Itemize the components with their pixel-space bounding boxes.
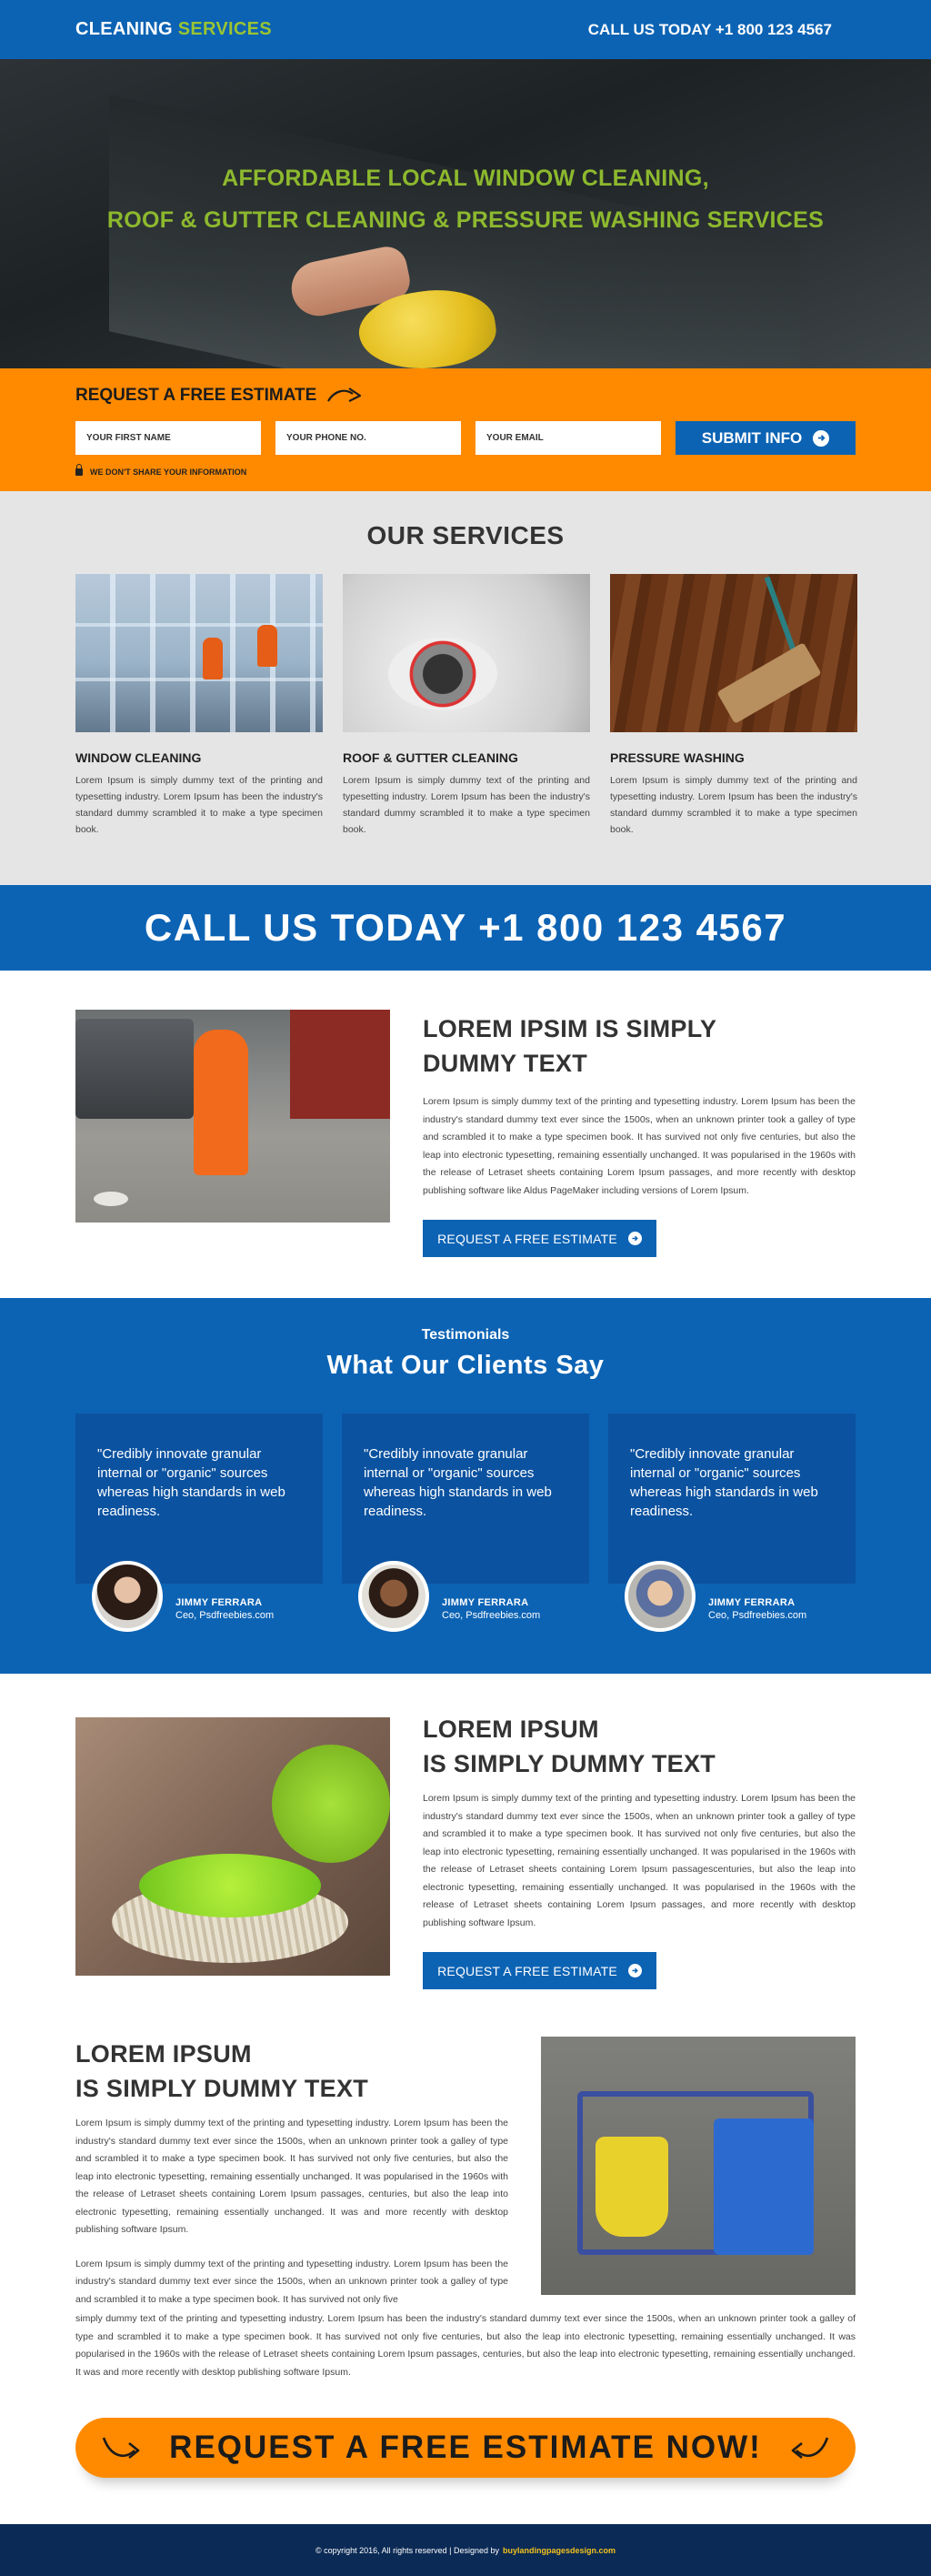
- person-name: JIMMY FERRARA: [175, 1597, 263, 1608]
- testimonials-grid: [0, 1414, 931, 1632]
- about-title-2: [423, 1712, 856, 1781]
- about-content-2: [423, 1717, 856, 1989]
- testimonials-section: [0, 1298, 931, 1674]
- about-image-cleaning-cart: [541, 2037, 856, 2295]
- about-text-3c: simply dummy text of the printing and typesetting industry. Lorem Ipsum has been the industry's standard dummy text ever since the 1500s, when an unknown printer took a galley of type and scrambled it to make a type specimen book. It has survived not only five centuries, but also the leap into electronic typesetting, remaining essentially unchanged. It was popularised in the 1960s with the release of Letraset sheets containing Lorem Ipsum passages, centuries, but also the leap into electronic typesetting, remaining essentially unchanged. It was and more recently with desktop publishing software Ipsum.: [75, 2313, 856, 2378]
- request-estimate-label: REQUEST A FREE ESTIMATE: [437, 1231, 617, 1246]
- about-content-3: [75, 2037, 508, 2309]
- service-image-pressure-washing: [610, 574, 857, 732]
- header-phone[interactable]: CALL US TODAY +1 800 123 4567: [587, 20, 832, 38]
- truck-shape: [75, 1019, 194, 1119]
- testimonial-card: [608, 1414, 856, 1632]
- about-text-1: Lorem Ipsum is simply dummy text of the printing and typesetting industry. Lorem Ipsum has been the industry's standard dummy text ever since the 1500s, when an unknown printer took a galley of type and scrambled it to make a type specimen book. It has survived not only five centuries, but also the leap into electronic typesetting, remaining essentially unchanged. It was popularised in the 1960s with the release of Letraset sheets containing Lorem Ipsum passages, and more recently with desktop publishing software like Aldus PageMaker including versions of Lorem Ipsum.: [423, 1096, 856, 1196]
- arrow-right-icon: [628, 1232, 642, 1245]
- testimonial-person: [608, 1561, 856, 1632]
- service-name: WINDOW CLEANING: [75, 750, 202, 765]
- testimonial-quote: "Credibly innovate granular internal or "organic" sources whereas high standards in web readiness.: [608, 1414, 856, 1584]
- footer-designer-link[interactable]: buylandingpagesdesign.com: [503, 2545, 616, 2555]
- person-info: [708, 1597, 806, 1621]
- about-section-1: [0, 1010, 931, 1257]
- about-title-2-line1: LOREM IPSUM: [423, 1716, 599, 1743]
- cta-wrapper: [0, 2418, 931, 2478]
- about-content-1: [423, 1010, 856, 1257]
- service-image-window-cleaning: [75, 574, 323, 732]
- estimate-form: [75, 421, 856, 455]
- worker-figure: [257, 625, 277, 667]
- about-title-1-line2: DUMMY TEXT: [423, 1050, 588, 1077]
- service-card-pressure-washing: [610, 574, 857, 838]
- about-text-3b: Lorem Ipsum is simply dummy text of the printing and typesetting industry. Lorem Ipsum has been the industry's standard dummy text ever since the 1500s, when an unknown printer took a galley of type and scrambled it to make a type specimen book. It has survived not only five: [75, 2258, 508, 2305]
- submit-info-label: SUBMIT INFO: [701, 428, 803, 447]
- cart-bag-shape: [596, 2137, 668, 2237]
- service-card-roof-gutter: [343, 574, 590, 838]
- about-text-2: Lorem Ipsum is simply dummy text of the printing and typesetting industry. Lorem Ipsum has been the industry's standard dummy text ever since the 1500s, when an unknown printer took a galley of type and scrambled it to make a type specimen book. It has survived not only five centuries, but also the leap into electronic typesetting, remaining essentially unchanged. It was popularised in the 1960s with the release of Letraset sheets containing Lorem Ipsum passagescenturies, but also the leap into electronic typesetting, remaining essentially unchanged. It was popularised in the 1960s with the release of Letraset sheets containing Lorem Ipsum passages, and more recently with desktop publishing software Ipsum.: [423, 1793, 856, 1928]
- site-header: [0, 0, 931, 59]
- avatar: [92, 1561, 163, 1632]
- logo-accent: SERVICES: [177, 19, 272, 39]
- logo[interactable]: [75, 19, 272, 40]
- logo-primary: CLEANING: [75, 19, 173, 39]
- about-section-2: [0, 1717, 931, 1989]
- services-title: OUR SERVICES: [366, 521, 565, 549]
- lock-icon: [75, 468, 83, 476]
- cart-bin-shape: [714, 2118, 814, 2255]
- cta-label: REQUEST A FREE ESTIMATE NOW!: [169, 2430, 762, 2465]
- about-title-1: [423, 1011, 856, 1081]
- email-input[interactable]: [476, 421, 661, 455]
- call-us-text[interactable]: CALL US TODAY +1 800 123 4567: [144, 906, 787, 949]
- person-info: [442, 1597, 540, 1621]
- scrubber-shape: [272, 1745, 390, 1863]
- testimonial-person: [342, 1561, 589, 1632]
- avatar: [625, 1561, 696, 1632]
- about-title-2-line2: IS SIMPLY DUMMY TEXT: [423, 1750, 716, 1777]
- worker-figure: [203, 638, 223, 679]
- hero-banner: [0, 59, 931, 368]
- seagull-shape: [94, 1192, 128, 1206]
- person-role: Ceo, Psdfreebies.com: [708, 1610, 807, 1621]
- privacy-note: [75, 468, 856, 477]
- about-title-3: [75, 2037, 508, 2106]
- about-title-3-line2: IS SIMPLY DUMMY TEXT: [75, 2075, 369, 2102]
- about-title-1-line1: LOREM IPSIM IS SIMPLY: [423, 1015, 717, 1042]
- arrow-right-icon: [813, 430, 829, 447]
- site-footer: [0, 2524, 931, 2576]
- red-vehicle-shape: [290, 1010, 390, 1119]
- person-role: Ceo, Psdfreebies.com: [442, 1610, 541, 1621]
- request-estimate-button[interactable]: [423, 1952, 656, 1989]
- arrow-right-icon: [628, 1964, 642, 1977]
- hero-title: [0, 157, 931, 241]
- call-us-band: [0, 885, 931, 971]
- about-text-3a: Lorem Ipsum is simply dummy text of the printing and typesetting industry. Lorem Ipsum has been the industry's standard dummy text ever since the 1500s, when an unknown printer took a galley of type and scrambled it to make a type specimen book. It has survived not only five centuries, but also the leap into electronic typesetting, remaining essentially unchanged. It was popularised in the 1960s with the release of Letraset sheets containing Lorem Ipsum passages, centuries, but also the leap into electronic typesetting, remaining essentially unchanged. It was and more recently with desktop publishing software Ipsum.: [75, 2118, 508, 2235]
- avatar: [358, 1561, 429, 1632]
- person-info: [175, 1597, 274, 1621]
- request-estimate-now-button[interactable]: [75, 2418, 856, 2478]
- service-description: Lorem Ipsum is simply dummy text of the printing and typesetting industry. Lorem Ipsum has been the industry's standard dummy scrambled it to make a type specimen book.: [610, 775, 857, 835]
- service-card-window-cleaning: [75, 574, 323, 838]
- request-estimate-button[interactable]: [423, 1220, 656, 1257]
- curved-arrow-icon: [325, 385, 364, 407]
- about-title-3-line1: LOREM IPSUM: [75, 2040, 252, 2068]
- testimonial-card: [75, 1414, 323, 1632]
- testimonials-title: What Our Clients Say: [326, 1351, 605, 1380]
- floor-machine: [388, 638, 497, 710]
- footer-copyright: © copyright 2016, All rights reserved | Designed by: [315, 2545, 500, 2555]
- estimate-form-section: [0, 368, 931, 491]
- services-grid: [75, 574, 856, 838]
- hero-title-line2: ROOF & GUTTER CLEANING & PRESSURE WASHING SERVICES: [106, 207, 825, 233]
- testimonial-person: [75, 1561, 323, 1632]
- testimonials-kicker: Testimonials: [421, 1327, 510, 1343]
- estimate-title: [75, 385, 856, 407]
- testimonial-quote: "Credibly innovate granular internal or "organic" sources whereas high standards in web readiness.: [75, 1414, 323, 1584]
- privacy-note-text: WE DON'T SHARE YOUR INFORMATION: [90, 468, 247, 477]
- person-name: JIMMY FERRARA: [442, 1597, 529, 1608]
- service-description: Lorem Ipsum is simply dummy text of the printing and typesetting industry. Lorem Ipsum has been the industry's standard dummy scrambled it to make a type specimen book.: [343, 775, 590, 835]
- request-estimate-label: REQUEST A FREE ESTIMATE: [437, 1963, 617, 1978]
- services-section: [0, 491, 931, 885]
- service-image-roof-gutter: [343, 574, 590, 732]
- testimonial-quote: "Credibly innovate granular internal or "organic" sources whereas high standards in web readiness.: [342, 1414, 589, 1584]
- service-name: ROOF & GUTTER CLEANING: [343, 750, 518, 765]
- phone-input[interactable]: [275, 421, 461, 455]
- service-description: Lorem Ipsum is simply dummy text of the printing and typesetting industry. Lorem Ipsum has been the industry's standard dummy scrambled it to make a type specimen book.: [75, 775, 323, 835]
- about-section-3: [0, 2037, 931, 2309]
- testimonial-card: [342, 1414, 589, 1632]
- about-image-mop: [75, 1717, 390, 1976]
- first-name-input[interactable]: [75, 421, 261, 455]
- submit-info-button[interactable]: [676, 421, 856, 455]
- about-image-street-sweeper: [75, 1010, 390, 1223]
- person-name: JIMMY FERRARA: [708, 1597, 796, 1608]
- service-name: PRESSURE WASHING: [610, 750, 745, 765]
- mop-head: [716, 642, 821, 724]
- mop-base-shape: [139, 1854, 321, 1917]
- estimate-title-text: REQUEST A FREE ESTIMATE: [75, 386, 317, 405]
- curved-arrow-icon: [789, 2430, 833, 2465]
- worker-figure: [194, 1030, 248, 1175]
- curved-arrow-icon: [98, 2430, 142, 2465]
- hero-title-line1: AFFORDABLE LOCAL WINDOW CLEANING,: [222, 166, 709, 191]
- person-role: Ceo, Psdfreebies.com: [175, 1610, 275, 1621]
